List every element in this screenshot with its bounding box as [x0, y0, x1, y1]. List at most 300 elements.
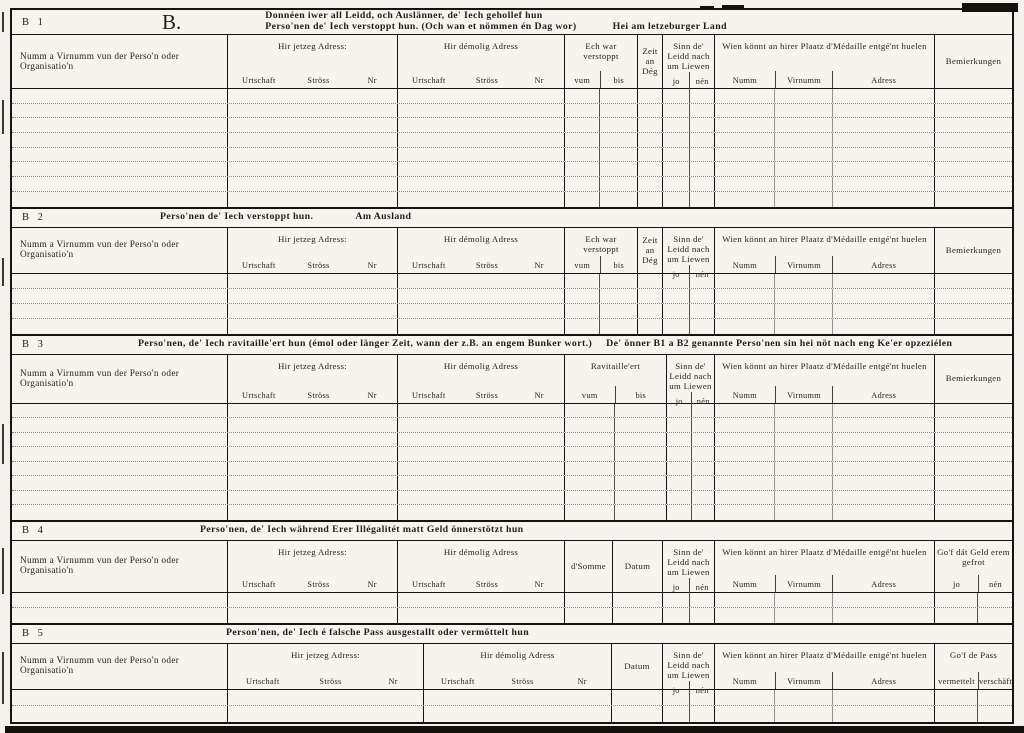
- table-cell-bemierkungen: [935, 447, 1012, 461]
- subcolumn-label-urtschaft: Urtschaft: [412, 260, 446, 270]
- column-datum: [613, 541, 663, 592]
- table-cell-zeit: [638, 133, 663, 147]
- table-cell-medaille: [775, 118, 833, 132]
- subcolumn-label-urtschaft: Urtschaft: [242, 390, 276, 400]
- table-cell-sinn: [690, 289, 715, 303]
- table-cell-medaille: [833, 690, 935, 705]
- table-cell-medaille: [833, 418, 935, 432]
- table-cell-sinn: [690, 162, 715, 176]
- table-cell-medaille: [833, 162, 935, 176]
- subcolumn-row: [715, 575, 934, 592]
- table-cell-medaille: [775, 148, 833, 162]
- subcolumn-label-nr: Nr: [577, 676, 587, 686]
- subcolumn-label-strss: Ströss: [475, 579, 498, 589]
- table-cell-medaille: [715, 593, 775, 607]
- column-header-row: [12, 541, 1012, 593]
- table-cell-medaille: [775, 304, 833, 318]
- table-cell-demolig-adress: [398, 274, 565, 288]
- table-cell-bemierkungen: [935, 104, 1012, 118]
- section-title: Donnéen iwer all Leidd, och Auslänner, de' Iech gehollef hun: [265, 10, 543, 22]
- table-cell-zeit: [638, 177, 663, 191]
- column-label: Hir jetzeg Adress:: [291, 649, 360, 660]
- table-cell-name: [12, 418, 228, 432]
- subcolumn-label-strss: Ströss: [307, 76, 330, 85]
- column-demolig-adress: [424, 644, 612, 689]
- table-cell-zeit: [638, 148, 663, 162]
- column-medaille: [715, 644, 935, 689]
- table-cell-jetzeg-adress: [228, 104, 398, 118]
- table-row: [12, 89, 1012, 104]
- table-cell-sinn: [667, 476, 692, 490]
- table-cell-demolig-adress: [398, 133, 565, 147]
- column-label: Sinn de' Leidd nach um Liewen: [667, 649, 710, 680]
- table-cell-zeit: [638, 192, 663, 207]
- subcolumn-label-strss: Ströss: [307, 390, 330, 400]
- table-cell-sinn: [690, 690, 715, 705]
- table-cell-demolig-adress: [398, 593, 565, 607]
- table-cell-medaille: [775, 162, 833, 176]
- table-row: [12, 706, 1012, 722]
- table-cell-medaille: [833, 274, 935, 288]
- table-cell-jetzeg-adress: [228, 433, 398, 447]
- table-cell-jetzeg-adress: [228, 706, 424, 722]
- column-gof-geld: [935, 541, 1012, 592]
- table-row: [12, 104, 1012, 119]
- subcolumn-row: [228, 386, 397, 403]
- section-titles: [226, 628, 529, 639]
- subcolumn-row: [663, 72, 714, 89]
- table-cell-medaille: [775, 433, 833, 447]
- table-cell-bemierkungen: [935, 162, 1012, 176]
- table-row: [12, 404, 1012, 419]
- table-cell-ravitailleert: [615, 404, 667, 418]
- table-cell-ravitailleert: [615, 476, 667, 490]
- subcolumn-label-numm: Numm: [732, 390, 757, 400]
- table-cell-ravitailleert: [615, 433, 667, 447]
- table-cell-ravitailleert: [565, 476, 615, 490]
- column-header-row: [12, 228, 1012, 279]
- section-label: B 1: [22, 16, 46, 28]
- subcolumn-label-urtschaft: Urtschaft: [441, 676, 475, 686]
- table-cell-sinn: [690, 133, 715, 147]
- column-label: Zeit an Dég: [642, 234, 658, 265]
- subcolumn-label-virnumm: Virnumm: [775, 672, 833, 689]
- subcolumn-label-vum: vum: [581, 390, 598, 400]
- table-cell-demolig-adress: [398, 476, 565, 490]
- column-sinn: [663, 228, 715, 279]
- table-cell-medaille: [833, 89, 935, 103]
- table-cell-sinn: [690, 319, 715, 334]
- subcolumn-label-adress: Adress: [832, 386, 934, 403]
- table-cell-medaille: [715, 177, 775, 191]
- column-header-row: [12, 644, 1013, 695]
- section-b2: [12, 209, 1012, 336]
- table-cell-medaille: [833, 505, 935, 520]
- section-b5: [12, 625, 1012, 722]
- table-cell-verstoppt: [565, 177, 600, 191]
- table-cell-zeit: [638, 274, 663, 288]
- subcolumn-label-nn: nén: [689, 681, 714, 698]
- table-cell-demolig-adress: [398, 491, 565, 505]
- subcolumn-label-strss: Ströss: [307, 579, 330, 589]
- table-cell-somme: [565, 608, 613, 623]
- table-cell-medaille: [833, 593, 935, 607]
- table-cell-medaille: [715, 505, 775, 520]
- subcolumn-row: [228, 575, 397, 592]
- table-cell-datum: [613, 608, 663, 623]
- table-row: [12, 162, 1012, 177]
- table-cell-bemierkungen: [935, 89, 1012, 103]
- subcolumn-row: [565, 256, 637, 273]
- table-cell-gof-pass: [978, 706, 1012, 722]
- column-demolig-adress: [398, 355, 565, 403]
- table-cell-jetzeg-adress: [228, 89, 398, 103]
- table-cell-ravitailleert: [615, 491, 667, 505]
- column-somme: [565, 541, 613, 592]
- table-cell-sinn: [690, 192, 715, 207]
- subcolumn-row: [398, 256, 564, 273]
- table-cell-sinn: [690, 89, 715, 103]
- table-cell-name: [12, 304, 228, 318]
- subcolumn-label-urtschaft: Urtschaft: [412, 76, 446, 85]
- table-cell-demolig-adress: [398, 447, 565, 461]
- table-cell-verstoppt: [600, 289, 638, 303]
- table-cell-medaille: [775, 447, 833, 461]
- table-row: [12, 304, 1012, 319]
- table-cell-medaille: [775, 462, 833, 476]
- table-cell-medaille: [833, 462, 935, 476]
- subcolumn-label-bis: bis: [600, 256, 637, 273]
- table-cell-sinn: [663, 319, 690, 334]
- band-line: [226, 628, 529, 639]
- column-label: Sinn de' Leidd nach um Liewen: [667, 233, 710, 264]
- table-cell-name: [12, 608, 228, 623]
- subcolumn-row: [228, 256, 397, 273]
- section-titles: [160, 212, 411, 223]
- column-zeit: [638, 35, 663, 88]
- subcolumn-label-adress: Adress: [832, 71, 934, 88]
- section-title: Perso'nen de' Iech verstoppt hun. (Och wan et nömmen én Dag wor): [265, 21, 577, 32]
- table-cell-gof-pass: [935, 706, 978, 722]
- table-cell-name: [12, 118, 228, 132]
- subcolumn-label-urtschaft: Urtschaft: [246, 676, 280, 686]
- subcolumn-label-bis: bis: [600, 71, 637, 88]
- column-zeit: [638, 228, 663, 273]
- subcolumn-label-nn: nén: [689, 265, 714, 282]
- column-label: Zeit an Dég: [642, 46, 658, 76]
- table-cell-medaille: [715, 89, 775, 103]
- table-cell-name: [12, 476, 228, 490]
- table-cell-sinn: [690, 706, 715, 722]
- table-cell-name: [12, 404, 228, 418]
- table-cell-zeit: [638, 118, 663, 132]
- table-cell-sinn: [690, 274, 715, 288]
- section-titles: [200, 525, 524, 536]
- subcolumn-label-jo: jo: [672, 685, 680, 695]
- table-cell-sinn: [663, 304, 690, 318]
- table-cell-name: [12, 447, 228, 461]
- table-cell-medaille: [715, 462, 775, 476]
- subcolumn-row: [715, 386, 934, 403]
- table-cell-sinn: [692, 447, 715, 461]
- section-label: B 3: [22, 339, 46, 350]
- table-cell-medaille: [715, 447, 775, 461]
- table-cell-verstoppt: [565, 133, 600, 147]
- table-cell-verstoppt: [565, 319, 600, 334]
- table-cell-verstoppt: [600, 133, 638, 147]
- table-cell-name: [12, 706, 228, 722]
- subcolumn-row: [228, 71, 397, 88]
- table-cell-sinn: [667, 462, 692, 476]
- table-cell-sinn: [663, 593, 690, 607]
- section-b4-band: [12, 522, 1012, 541]
- table-cell-zeit: [638, 89, 663, 103]
- table-cell-ravitailleert: [565, 433, 615, 447]
- table-cell-medaille: [775, 690, 833, 705]
- table-cell-demolig-adress: [398, 462, 565, 476]
- table-cell-medaille: [833, 118, 935, 132]
- table-cell-medaille: [715, 133, 775, 147]
- table-cell-bemierkungen: [935, 304, 1012, 318]
- subcolumn-row: [715, 71, 934, 88]
- table-cell-medaille: [775, 89, 833, 103]
- scan-artifact-top-dash-1: [700, 6, 714, 9]
- table-cell-demolig-adress: [398, 433, 565, 447]
- table-cell-sinn: [663, 706, 690, 722]
- subcolumn-label-virnumm: Virnumm: [775, 256, 833, 273]
- subcolumn-row: [715, 672, 934, 689]
- subcolumn-label-urtschaft: Urtschaft: [412, 579, 446, 589]
- table-cell-medaille: [833, 476, 935, 490]
- table-cell-name: [12, 177, 228, 191]
- table-cell-name: [12, 433, 228, 447]
- column-label: Go'f de Pass: [949, 649, 998, 660]
- subcolumn-label-nn: nén: [691, 392, 714, 409]
- table-cell-jetzeg-adress: [228, 491, 398, 505]
- column-label: d'Somme: [571, 560, 606, 571]
- column-label: Wien könnt an hirer Plaatz d'Médaille entgé'nt huelen: [722, 649, 927, 660]
- scan-artifact-left-margin-5: [2, 548, 4, 594]
- table-cell-medaille: [775, 289, 833, 303]
- table-cell-jetzeg-adress: [228, 593, 398, 607]
- table-cell-name: [12, 162, 228, 176]
- table-cell-name: [12, 133, 228, 147]
- section-title-note: Hei am letzeburger Land: [612, 21, 727, 32]
- table-row: [12, 505, 1012, 520]
- section-b1-band: [12, 10, 1012, 35]
- table-row: [12, 192, 1012, 207]
- column-label: Hir jetzeg Adress:: [278, 41, 347, 51]
- column-label: Hir démolig Adress: [443, 360, 519, 371]
- table-cell-sinn: [663, 289, 690, 303]
- table-cell-ravitailleert: [565, 505, 615, 520]
- table-cell-jetzeg-adress: [228, 505, 398, 520]
- table-cell-demolig-adress: [398, 404, 565, 418]
- table-cell-sinn: [667, 447, 692, 461]
- column-label: Ech war verstoppt: [583, 233, 619, 254]
- column-ravitailleert: [565, 355, 667, 403]
- section-title: Perso'nen, de' Iech ravitaille'ert hun (émol oder länger Zeit, wann der z.B. an engem Bunker wort.): [138, 338, 593, 350]
- table-cell-medaille: [715, 706, 775, 722]
- column-jetzeg-adress: [228, 644, 424, 689]
- table-cell-sinn: [690, 177, 715, 191]
- section-label: B 2: [22, 212, 46, 223]
- subcolumn-label-nr: Nr: [534, 579, 544, 589]
- table-cell-sinn: [690, 304, 715, 318]
- table-cell-bemierkungen: [935, 404, 1012, 418]
- table-cell-demolig-adress: [398, 418, 565, 432]
- subcolumn-row: [398, 71, 564, 88]
- table-cell-zeit: [638, 319, 663, 334]
- column-bemierkungen: [935, 35, 1012, 88]
- section-b5-body: [12, 690, 1012, 722]
- column-sinn: [667, 355, 715, 406]
- table-cell-medaille: [715, 304, 775, 318]
- column-label: Datum: [624, 560, 651, 571]
- table-cell-gof-geld: [978, 608, 1012, 623]
- table-cell-medaille: [833, 706, 935, 722]
- table-cell-medaille: [833, 289, 935, 303]
- scan-artifact-bottom-bar: [5, 726, 1024, 733]
- table-row: [12, 177, 1012, 192]
- subcolumn-label-nr: Nr: [534, 76, 544, 85]
- table-cell-medaille: [775, 319, 833, 334]
- column-sinn: [663, 644, 715, 695]
- table-cell-jetzeg-adress: [228, 177, 398, 191]
- table-cell-bemierkungen: [935, 433, 1012, 447]
- table-cell-medaille: [833, 491, 935, 505]
- table-cell-demolig-adress: [424, 690, 612, 705]
- table-row: [12, 476, 1012, 491]
- subcolumn-label-adress: Adress: [832, 575, 934, 592]
- table-cell-medaille: [715, 418, 775, 432]
- subcolumn-label-strss: Ströss: [475, 76, 498, 85]
- table-cell-medaille: [715, 319, 775, 334]
- table-cell-jetzeg-adress: [228, 418, 398, 432]
- table-cell-verstoppt: [600, 118, 638, 132]
- table-cell-demolig-adress: [398, 177, 565, 191]
- table-cell-sinn: [667, 404, 692, 418]
- section-b3-body: [12, 404, 1012, 520]
- band-line: [200, 525, 524, 536]
- table-cell-sinn: [663, 690, 690, 705]
- subcolumn-label-strss: Ströss: [475, 390, 498, 400]
- table-cell-name: [12, 289, 228, 303]
- column-jetzeg-adress: [228, 355, 398, 403]
- table-cell-sinn: [690, 104, 715, 118]
- section-b3-band: [12, 336, 1012, 355]
- table-cell-jetzeg-adress: [228, 608, 398, 623]
- table-cell-sinn: [692, 433, 715, 447]
- band-line: [138, 339, 952, 350]
- table-cell-medaille: [775, 593, 833, 607]
- table-cell-jetzeg-adress: [228, 476, 398, 490]
- table-cell-jetzeg-adress: [228, 690, 424, 705]
- table-cell-medaille: [775, 608, 833, 623]
- table-cell-demolig-adress: [398, 289, 565, 303]
- column-medaille: [715, 228, 935, 273]
- table-cell-medaille: [715, 608, 775, 623]
- table-cell-ravitailleert: [615, 505, 667, 520]
- subcolumn-label-virnumm: Virnumm: [775, 575, 833, 592]
- table-cell-medaille: [715, 162, 775, 176]
- column-jetzeg-adress: [228, 35, 398, 88]
- column-medaille: [715, 355, 935, 403]
- table-cell-sinn: [692, 491, 715, 505]
- table-cell-demolig-adress: [398, 148, 565, 162]
- table-cell-demolig-adress: [398, 505, 565, 520]
- table-cell-verstoppt: [600, 177, 638, 191]
- column-verstoppt: [565, 35, 638, 88]
- column-demolig-adress: [398, 35, 565, 88]
- section-title: Person'nen, de' Iech é falsche Pass ausgestallt oder vermöttelt hun: [226, 627, 530, 639]
- column-label: Hir jetzeg Adress:: [278, 233, 347, 244]
- column-label: Wien könnt an hirer Plaatz d'Médaille entgé'nt huelen: [722, 546, 927, 557]
- column-gof-pass: [935, 644, 1012, 689]
- table-cell-bemierkungen: [935, 476, 1012, 490]
- column-name: [12, 644, 228, 689]
- table-cell-ravitailleert: [615, 418, 667, 432]
- table-cell-sinn: [690, 608, 715, 623]
- table-cell-demolig-adress: [424, 706, 612, 722]
- table-cell-verstoppt: [600, 192, 638, 207]
- column-verstoppt: [565, 228, 638, 273]
- column-header-row: [12, 35, 1012, 89]
- table-row: [12, 447, 1012, 462]
- table-cell-medaille: [715, 289, 775, 303]
- table-cell-sinn: [663, 192, 690, 207]
- table-cell-medaille: [715, 104, 775, 118]
- column-label: Wien könnt an hirer Plaatz d'Médaille entgé'nt huelen: [722, 233, 927, 244]
- table-cell-sinn: [663, 608, 690, 623]
- column-demolig-adress: [398, 228, 565, 273]
- table-cell-datum: [612, 706, 663, 722]
- table-cell-sinn: [692, 505, 715, 520]
- subcolumn-row: [228, 672, 423, 689]
- table-cell-verstoppt: [600, 89, 638, 103]
- table-cell-medaille: [775, 404, 833, 418]
- column-label: Wien könnt an hirer Plaatz d'Médaille entgé'nt huelen: [722, 360, 927, 371]
- column-datum: [612, 644, 663, 689]
- column-label: Numm a Virnumm vun der Perso'n oder Organisatio'n: [20, 51, 180, 72]
- column-name: [12, 35, 228, 88]
- table-cell-jetzeg-adress: [228, 304, 398, 318]
- column-demolig-adress: [398, 541, 565, 592]
- column-label: Ech war verstoppt: [583, 41, 619, 61]
- table-cell-name: [12, 192, 228, 207]
- table-cell-medaille: [715, 404, 775, 418]
- table-cell-medaille: [775, 476, 833, 490]
- section-label: B 5: [22, 628, 46, 639]
- table-cell-bemierkungen: [935, 462, 1012, 476]
- table-cell-verstoppt: [565, 274, 600, 288]
- table-cell-bemierkungen: [935, 289, 1012, 303]
- subcolumn-label-jo: jo: [952, 579, 961, 589]
- table-cell-bemierkungen: [935, 192, 1012, 207]
- table-cell-medaille: [715, 476, 775, 490]
- column-label: Bemierkungen: [945, 244, 1002, 255]
- table-cell-somme: [565, 593, 613, 607]
- subcolumn-label-nr: Nr: [534, 260, 544, 270]
- table-cell-demolig-adress: [398, 89, 565, 103]
- table-cell-sinn: [692, 476, 715, 490]
- table-cell-name: [12, 319, 228, 334]
- section-titles: [138, 339, 952, 350]
- table-cell-ravitailleert: [615, 462, 667, 476]
- table-cell-medaille: [775, 192, 833, 207]
- table-cell-datum: [612, 690, 663, 705]
- subcolumn-label-urtschaft: Urtschaft: [412, 390, 446, 400]
